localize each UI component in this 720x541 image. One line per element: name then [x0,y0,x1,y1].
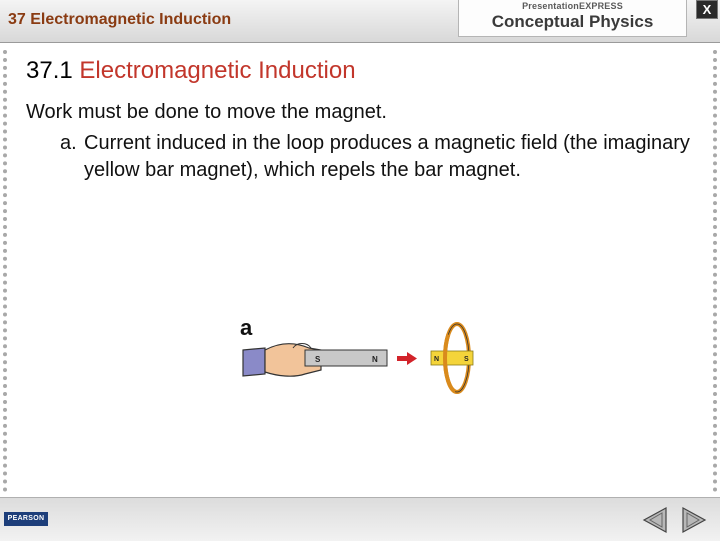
sub-point [26,130,696,184]
brand-title: Conceptual Physics [491,12,654,31]
left-border-decoration [3,50,7,492]
magnet-illustration [235,312,485,404]
next-slide-button[interactable] [679,506,709,534]
publisher-logo: PEARSON [4,512,48,526]
sleeve-cuff [243,348,265,376]
sub-point-text-wrap [86,130,696,184]
header-bar [0,0,720,43]
brand-logo [458,0,687,37]
bar-magnet-south-label: S [315,355,321,364]
triangle-left-icon [640,506,670,534]
previous-slide-button[interactable] [640,506,670,534]
triangle-right-icon [679,506,709,534]
magnet-figure [235,312,485,404]
footer-bar [0,497,720,541]
motion-arrow-shaft [397,356,407,361]
chapter-title: 37 Electromagnetic Induction [8,11,232,28]
induced-north-label: N [434,356,440,363]
close-button[interactable]: X [696,0,718,19]
right-border-decoration [713,50,717,492]
induced-south-label: S [464,356,469,363]
section-heading [26,57,356,85]
section-number: 37.1 [26,57,73,84]
sub-point-text: Current induced in the loop produces a magnetic field (the imaginary yellow bar magnet), which repels the bar magnet. [84,132,690,181]
brand-subtitle: PresentationEXPRESS [522,1,623,11]
slide-body [26,99,696,184]
body-point: Work must be done to move the magnet. [26,101,387,123]
section-title: Electromagnetic Induction [79,57,356,84]
bar-magnet-north-label: N [372,355,378,364]
sub-point-marker: a. [60,132,77,154]
figure-label: a [240,315,253,340]
motion-arrow-head [407,352,417,365]
